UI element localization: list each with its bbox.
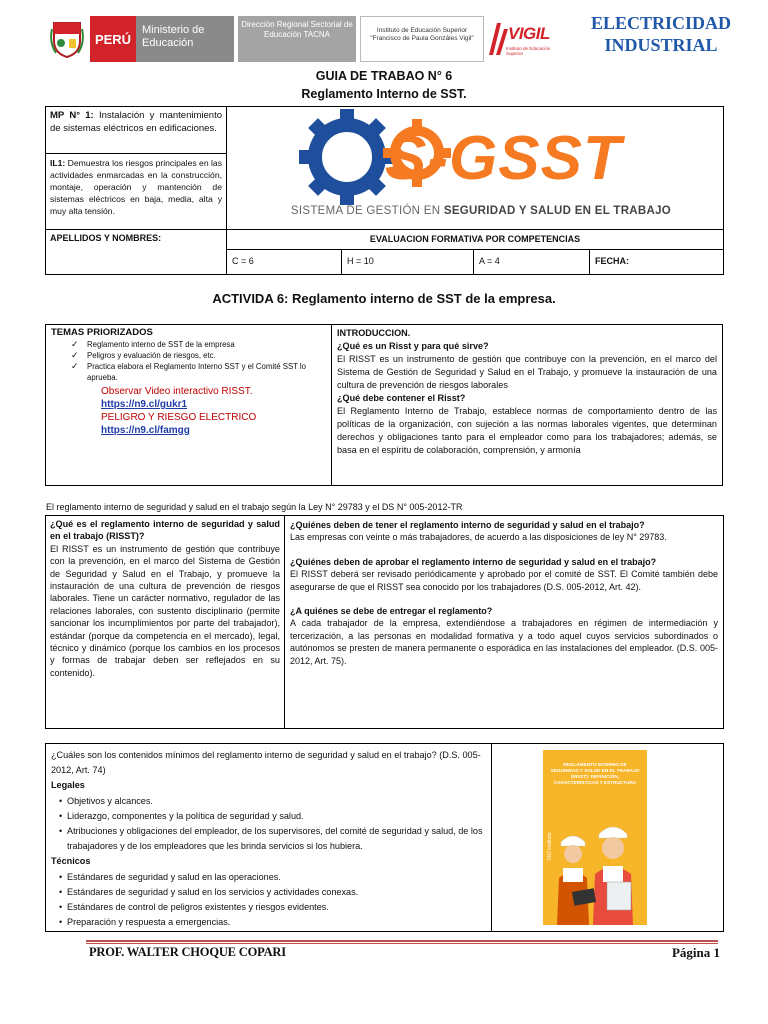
intro-answer-1: El RISST es un instrumento de gestión que contribuye con la prevención, en el marco del Sistema de Gestión de Seguridad y Salud en el Trabajo, y promueve la instauración de una cultura de prevención de riesgos laborales — [337, 354, 717, 390]
checkmark-icon: ✓ — [71, 361, 79, 371]
footer-professor: PROF. WALTER CHOQUE COPARI — [89, 945, 286, 959]
vigil-sub: Instituto de Educación Superior — [506, 46, 551, 56]
peru-label: PERÚ — [90, 16, 136, 62]
sgsst-subtitle-bold: SEGURIDAD Y SALUD EN EL TRABAJO — [443, 205, 672, 217]
quienes-answer-1: Las empresas con veinte o más trabajadores, de acuerdo a las disposiciones de ley N° 29783. — [290, 532, 667, 543]
risst-video-link[interactable]: https://n9.cl/gukr1 — [101, 399, 188, 410]
temas-list — [71, 339, 326, 383]
dre-label: Dirección Regional Sectorial de Educación TACNA — [238, 16, 356, 62]
quienes-answer-3: A cada trabajador de la empresa, extendiéndose a trabajadores en régimen de intermediación y tercerización, a las personas en modalidad formativa y a todo aquel cuyos servicios subordinados o autónomos se presten de manera permanente o esporádica en las instalaciones del empleador. (D.S. 005-2012, Art. 75). — [290, 618, 718, 666]
list-item: • Estándares de seguridad y salud en las operaciones. — [59, 870, 486, 885]
legales-heading: Legales — [51, 780, 85, 791]
ministerio-label: Ministerio de Educación — [136, 16, 234, 62]
list-item — [71, 361, 326, 383]
intro-heading: INTRODUCCION. — [337, 328, 411, 338]
quienes-answer-2: El RISST deberá ser revisado periódicamente y aprobado por el comité de SST. El Comité también debe asegurarse de que el RISST sea conocido por los trabajadores (D.S. 005-2012, Art. 42). — [290, 569, 718, 592]
tema-text: Reglamento interno de SST de la empresa — [87, 340, 235, 349]
book-cover-cell — [492, 744, 723, 931]
intro-answer-2: El Reglamento Interno de Trabajo, establece normas de comportamiento dentro de las políticas de la organización, con sujeción a las normas laborales vigentes, que determinan derechos y obligaciones tanto para el empleador como para los trabajadores; además, se basa en el espíritu de colaboración, comprensión, y armonía — [337, 406, 717, 455]
peru-coat-of-arms-icon — [44, 16, 90, 62]
reglamento-title: Reglamento Interno de SST. — [301, 87, 467, 101]
tecnicos-heading: Técnicos — [51, 856, 91, 867]
fecha-field[interactable]: FECHA: — [595, 256, 629, 266]
vigil-word: VIGIL — [508, 24, 550, 43]
checkmark-icon: ✓ — [71, 339, 79, 349]
list-item: • Objetivos y alcances. — [59, 794, 486, 809]
mp-cell — [46, 107, 227, 154]
list-item: • Liderazgo, componentes y la política de seguridad y salud. — [59, 809, 486, 824]
risst-qa-table — [45, 515, 724, 729]
mp-text: Instalación y mantenimiento de sistemas eléctricos en edificaciones. — [50, 110, 222, 134]
apellidos-label: APELLIDOS Y NOMBRES: — [46, 230, 227, 274]
area-title — [566, 12, 756, 56]
quienes-question-2: ¿Quiénes deben de aprobar el reglamento interno de seguridad y salud en el trabajo? — [290, 556, 657, 567]
que-es-answer: El RISST es un instrumento de gestión que contribuye con la prevención, en el marco del Sistema de Gestión de Seguridad y Salud en el Trabajo, y promueve la instauración de una cultura de prevención de riesgos laborales. Tiene un carácter normativo, regulador de las relaciones laborales, con sustento disciplinario (permite sancionar los incumplimientos por parte del trabajador), estándar (porque da competencia en el mercado), legal, técnico y dinámico (porque los cambios en los procesos y formas de trabajar deben ser reflejados en su contenido). — [50, 543, 280, 678]
il-label: IL1: — [50, 158, 66, 168]
checkmark-icon: ✓ — [71, 350, 79, 360]
peligro-label: PELIGRO Y RIESGO ELECTRICO — [101, 412, 257, 423]
quienes-question-3: ¿A quiénes se debe de entregar el reglamento? — [290, 606, 493, 617]
list-item — [71, 350, 326, 361]
minedu-logo — [44, 16, 234, 62]
tema-text: Practica elabora el Reglamento Interno SST y el Comité SST lo aprueba. — [87, 362, 306, 382]
temas-cell — [46, 325, 332, 485]
quienes-question-1: ¿Quiénes deben de tener el reglamento interno de seguridad y salud en el trabajo? — [290, 520, 645, 530]
iest-line2: "Francisco de Paula Gonzáles Vigil" — [370, 35, 474, 42]
list-item: • Atribuciones y obligaciones del empleador, de los supervisores, del comité de seguridad y salud, de los trabajadores y de los empleadores que les brinda servicios si los hubiera. — [59, 824, 486, 854]
sgsst-banner — [227, 107, 723, 230]
sgsst-subtitle-plain: SISTEMA DE GESTIÓN EN — [290, 205, 444, 217]
guia-title: GUIA DE TRABAO N° 6 — [315, 69, 453, 83]
il-text: Demuestra los riesgos principales en las actividades enmarcadas en la construcción, montaje, operación y mantención de sistemas eléctricos en baja, media, alta y muy alta tensión. — [50, 158, 222, 216]
iest-label — [360, 16, 484, 62]
contenidos-cell — [46, 744, 492, 931]
ley-caption: El reglamento interno de seguridad y salud en el trabajo según la Ley N° 29783 y el DS N° 005-2012-TR — [46, 502, 463, 512]
observar-label: Observar Video interactivo RISST. — [101, 386, 253, 397]
footer-divider-thin — [86, 943, 718, 944]
peligro-video-link[interactable]: https://n9.cl/famgg — [101, 425, 190, 436]
list-item — [71, 339, 326, 350]
que-es-question: ¿Qué es el reglamento interno de seguridad y salud en el trabajo (RISST)? — [50, 519, 280, 542]
engineers-illustration-icon — [543, 750, 647, 925]
vigil-logo — [488, 16, 560, 62]
sgsst-logo-text: S-GSST — [385, 124, 622, 193]
book-cover-title: REGLAMENTO INTERNO DE SEGURIDAD Y SALUD EN EL TRABAJO (RISST): DEFINICIÓN, CARACTERÍSTICAS Y ESTRUCTURA — [550, 762, 640, 785]
tecnicos-list — [59, 870, 486, 931]
intro-cell — [332, 325, 722, 485]
temas-heading: TEMAS PRIORIZADOS — [51, 327, 153, 338]
contenidos-table — [45, 743, 724, 932]
intro-question-2: ¿Qué debe contener el Risst? — [337, 393, 466, 403]
contenidos-question: ¿Cuáles son los contenidos mínimos del reglamento interno de seguridad y salud en el trabajo? (D.S. 005-2012, Art. 74) — [51, 750, 481, 776]
intro-question-1: ¿Qué es un Risst y para qué sirve? — [337, 341, 489, 351]
c-score: C = 6 — [227, 250, 342, 274]
il-cell — [46, 154, 227, 230]
page-header — [0, 0, 768, 70]
temas-intro-table — [45, 324, 723, 486]
iest-line1: Instituto de Educación Superior — [376, 27, 468, 34]
info-table — [45, 106, 724, 275]
quienes-cell — [285, 516, 723, 728]
book-brand-label: ISO Instituto — [547, 832, 553, 860]
footer-page-number: Página 1 — [671, 945, 720, 960]
sgsst-subtitle — [251, 205, 711, 217]
footer-divider — [86, 940, 718, 942]
risst-book-cover — [543, 750, 647, 925]
evaluacion-label: EVALUACION FORMATIVA POR COMPETENCIAS — [227, 230, 723, 250]
h-score: H = 10 — [342, 250, 474, 274]
list-item: • Estándares de seguridad y salud en los servicios y actividades conexas. — [59, 885, 486, 900]
area-title-line1: ELECTRICIDAD — [590, 13, 732, 33]
legales-list — [59, 794, 486, 855]
mp-label: MP N° 1: — [50, 110, 94, 121]
tema-text: Peligros y evaluación de riesgos, etc. — [87, 351, 216, 360]
area-title-line2: INDUSTRIAL — [604, 35, 718, 55]
video-links — [101, 385, 326, 437]
list-item: • Estándares de control de peligros existentes y riesgos evidentes. — [59, 900, 486, 915]
actividad-title: ACTIVIDA 6: Reglamento interno de SST de la empresa. — [212, 291, 556, 306]
que-es-cell — [46, 516, 285, 728]
a-score: A = 4 — [474, 250, 590, 274]
list-item: • Preparación y respuesta a emergencias. — [59, 915, 486, 930]
